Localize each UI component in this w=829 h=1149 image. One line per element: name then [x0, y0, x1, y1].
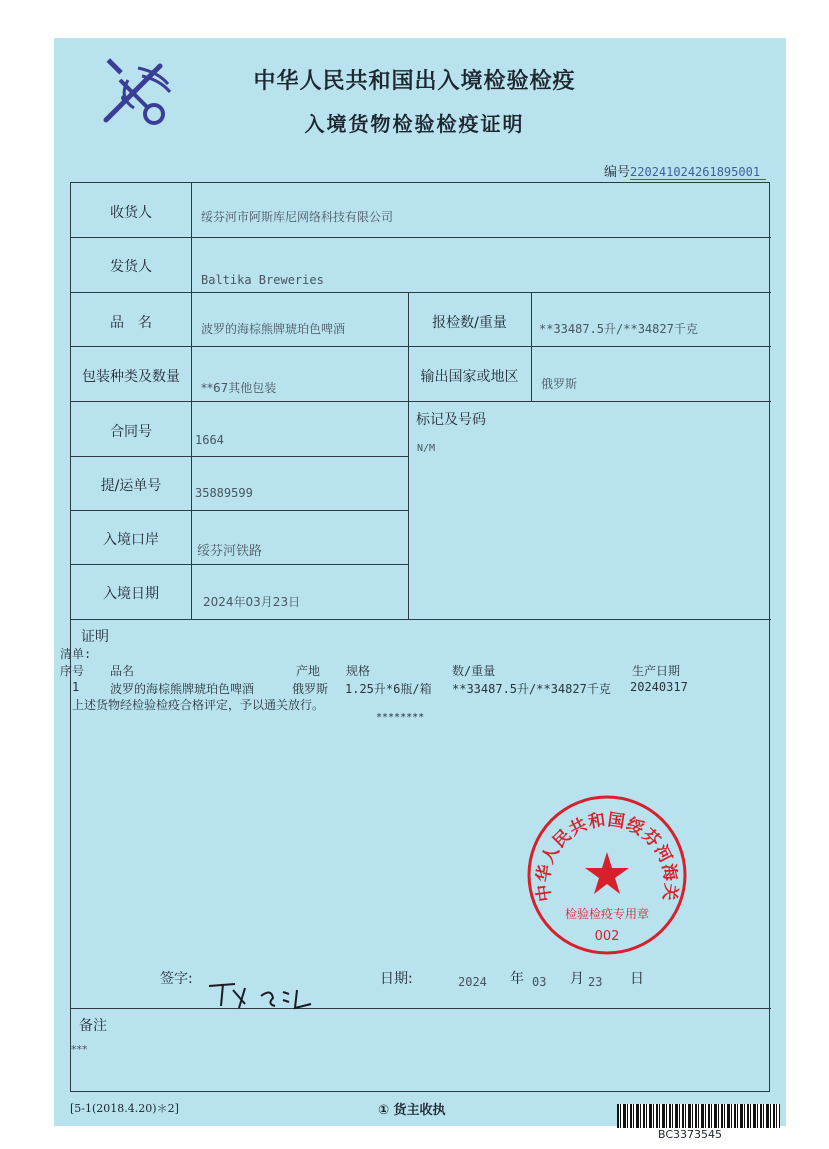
- consignor-label: 发货人: [110, 259, 152, 275]
- marks-label: 标记及号码: [416, 412, 486, 428]
- contract-value: 1664: [195, 433, 224, 447]
- col-spec: 规格: [346, 664, 371, 678]
- list-header-row: [60, 662, 84, 679]
- quantity-value: **33487.5升/**34827千克: [539, 322, 698, 336]
- certificate-end-mark: ********: [376, 712, 425, 723]
- signature-day: 23: [588, 975, 603, 989]
- marks-value: N/M: [417, 443, 436, 454]
- packaging-label: 包装种类及数量: [82, 369, 180, 385]
- certificate-statement: 上述货物经检验检疫合格评定，予以通关放行。: [72, 698, 325, 712]
- certificate-label: 证明: [81, 629, 109, 645]
- form-code: [5-1(2018.4.20)＊2]: [70, 1102, 179, 1115]
- remarks-value: ***: [71, 1043, 88, 1056]
- col-origin: 产地: [296, 664, 321, 678]
- col-quantity: 数/重量: [452, 664, 496, 678]
- product-label: 品 名: [110, 315, 152, 331]
- entry-date-label: 入境日期: [103, 586, 159, 602]
- stamp-ring-text: 中华人民共和国绥芬河海关: [533, 810, 681, 903]
- barcode-number: BC3373545: [658, 1128, 723, 1141]
- day-label: 日: [630, 971, 644, 987]
- serial-value: 220241024261895001: [630, 165, 766, 180]
- list-row-quantity: **33487.5升/**34827千克: [452, 682, 611, 696]
- signature-month: 03: [532, 975, 547, 989]
- copy-label: ① 货主收执: [378, 1103, 446, 1118]
- barcode-icon: [617, 1104, 780, 1128]
- document-title: 中华人民共和国出入境检验检疫: [253, 69, 576, 94]
- port-label: 入境口岸: [103, 532, 159, 548]
- official-stamp: [524, 792, 690, 958]
- col-production-date: 生产日期: [632, 664, 681, 678]
- col-index: 序号: [60, 664, 85, 678]
- list-row-index: 1: [72, 680, 80, 694]
- contract-label: 合同号: [110, 424, 152, 440]
- col-name: 品名: [110, 664, 135, 678]
- remarks-label: 备注: [79, 1018, 107, 1034]
- origin-value: 俄罗斯: [541, 377, 578, 391]
- handwritten-signature: [205, 978, 315, 1012]
- stamp-star-icon: [585, 852, 629, 894]
- origin-label: 输出国家或地区: [420, 369, 519, 385]
- year-label: 年: [510, 971, 524, 987]
- consignor-value: Baltika Breweries: [201, 273, 324, 287]
- stamp-inner-text: 检验检疫专用章: [564, 907, 650, 921]
- product-value: 波罗的海棕熊牌琥珀色啤酒: [201, 322, 346, 336]
- document-subtitle: 入境货物检验检疫证明: [304, 112, 525, 136]
- entry-date-value: 2024年03月23日: [203, 595, 301, 609]
- month-label: 月: [570, 971, 584, 987]
- port-value: 绥芬河铁路: [197, 544, 263, 559]
- consignee-label: 收货人: [110, 205, 152, 221]
- serial-number: [604, 161, 766, 180]
- packaging-value: **67其他包装: [201, 381, 277, 395]
- stamp-code: 002: [594, 929, 620, 944]
- list-row-production-date: 20240317: [630, 680, 688, 694]
- consignee-value: 绥芬河市阿斯库尼网络科技有限公司: [201, 210, 394, 224]
- bill-label: 提/运单号: [100, 478, 162, 494]
- signature-year: 2024: [458, 975, 487, 989]
- signature-date-label: 日期:: [380, 971, 413, 987]
- signature-label: 签字:: [160, 971, 193, 987]
- list-row-spec: 1.25升*6瓶/箱: [345, 682, 432, 696]
- bill-value: 35889599: [195, 486, 253, 500]
- quantity-label: 报检数/重量: [432, 315, 507, 331]
- list-row-origin: 俄罗斯: [292, 682, 329, 696]
- serial-label: 编号: [604, 165, 631, 180]
- list-label: 清单:: [60, 647, 92, 661]
- list-row-name: 波罗的海棕熊牌琥珀色啤酒: [110, 682, 255, 696]
